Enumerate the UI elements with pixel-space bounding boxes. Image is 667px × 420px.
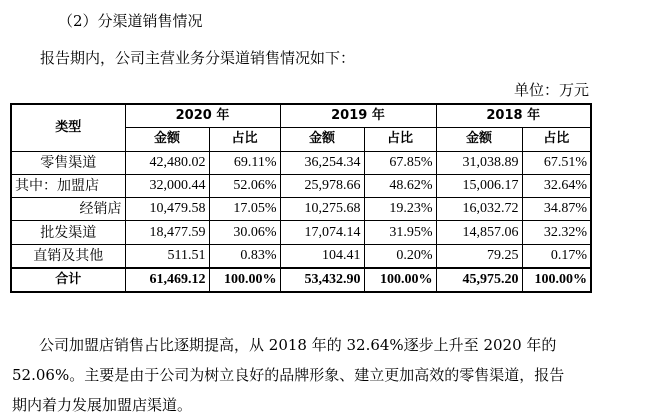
amount-header: 金额: [436, 128, 522, 151]
table-row: [11, 221, 591, 244]
cell: 52.06%: [209, 174, 280, 197]
cell: 17.05%: [209, 198, 280, 221]
cell: 67.85%: [364, 151, 436, 174]
cell: 100.00%: [364, 268, 436, 292]
cell: 16,032.72: [436, 198, 522, 221]
total-label: 合计: [11, 268, 125, 292]
cell: 31,038.89: [436, 151, 522, 174]
cell: 0.17%: [522, 244, 591, 268]
cell: 42,480.02: [125, 151, 209, 174]
table-row: [11, 244, 591, 268]
cell: 10,479.58: [125, 198, 209, 221]
paragraph-line: 公司加盟店销售占比逐期提高，从 2018 年的 32.64%逐步上升至 2020 年的: [39, 336, 557, 354]
cell: 48.62%: [364, 174, 436, 197]
cell: 32,000.44: [125, 174, 209, 197]
row-label: 经销店: [11, 198, 125, 221]
cell: 30.06%: [209, 221, 280, 244]
cell: 511.51: [125, 244, 209, 268]
row-label: 零售渠道: [11, 151, 125, 174]
analysis-paragraph: [12, 330, 594, 420]
row-label: 直销及其他: [11, 244, 125, 268]
cell: 45,975.20: [436, 268, 522, 292]
amount-header: 金额: [280, 128, 364, 151]
share-header: 占比: [364, 128, 436, 151]
cell: 18,477.59: [125, 221, 209, 244]
cell: 0.20%: [364, 244, 436, 268]
total-row: [11, 268, 591, 292]
amount-header: 金额: [125, 128, 209, 151]
share-header: 占比: [522, 128, 591, 151]
table-header-row: [11, 104, 591, 128]
cell: 34.87%: [522, 198, 591, 221]
cell: 79.25: [436, 244, 522, 268]
cell: 36,254.34: [280, 151, 364, 174]
unit-label: 单位：万元: [513, 81, 589, 99]
cell: 104.41: [280, 244, 364, 268]
cell: 69.11%: [209, 151, 280, 174]
cell: 53,432.90: [280, 268, 364, 292]
cell: 10,275.68: [280, 198, 364, 221]
cell: 61,469.12: [125, 268, 209, 292]
cell: 67.51%: [522, 151, 591, 174]
cell: 25,978.66: [280, 174, 364, 197]
cell: 15,006.17: [436, 174, 522, 197]
cell: 0.83%: [209, 244, 280, 268]
cell: 17,074.14: [280, 221, 364, 244]
sales-channel-table: [10, 103, 592, 293]
row-label: 批发渠道: [11, 221, 125, 244]
table-row: [11, 198, 591, 221]
table-row: [11, 174, 591, 197]
intro-text: 报告期内，公司主营业务分渠道销售情况如下：: [40, 49, 356, 67]
share-header: 占比: [209, 128, 280, 151]
row-label: 其中：加盟店: [11, 174, 125, 197]
table-row: [11, 151, 591, 174]
paragraph-line: 期内着力发展加盟店渠道。: [12, 396, 193, 414]
cell: 100.00%: [209, 268, 280, 292]
year-header-2019: 2019 年: [280, 104, 436, 128]
year-header-2020: 2020 年: [125, 104, 280, 128]
paragraph-line: 52.06%。主要是由于公司为树立良好的品牌形象、建立更加高效的零售渠道，报告: [12, 366, 565, 384]
cell: 31.95%: [364, 221, 436, 244]
cell: 32.64%: [522, 174, 591, 197]
section-heading: （2）分渠道销售情况: [58, 12, 203, 30]
cell: 19.23%: [364, 198, 436, 221]
year-header-2018: 2018 年: [436, 104, 591, 128]
cell: 100.00%: [522, 268, 591, 292]
cell: 14,857.06: [436, 221, 522, 244]
type-header: 类型: [11, 104, 125, 151]
cell: 32.32%: [522, 221, 591, 244]
